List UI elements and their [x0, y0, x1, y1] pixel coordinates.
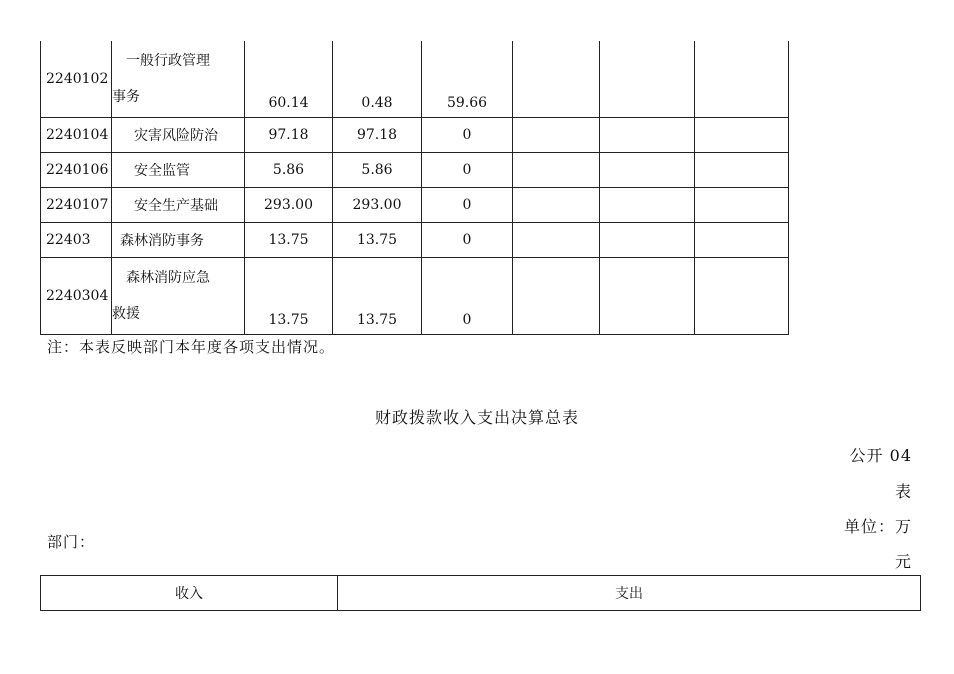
empty-cell [695, 41, 789, 118]
table-note: 注：本表反映部门本年度各项支出情况。 [47, 338, 336, 356]
basic-expense-cell: 0.48 [333, 41, 422, 118]
empty-cell [695, 258, 789, 335]
subject-name-cell [112, 258, 245, 335]
empty-cell [513, 223, 600, 258]
table-row [41, 188, 789, 223]
subject-name-cell [112, 41, 245, 118]
project-expense-cell: 0 [422, 223, 513, 258]
subject-name-line1: 森林消防应急 [126, 270, 210, 286]
subject-name-cell: 安全监管 [112, 153, 245, 188]
empty-cell [513, 258, 600, 335]
section-title: 财政拨款收入支出决算总表 [374, 408, 579, 427]
project-expense-cell: 0 [422, 188, 513, 223]
empty-cell [600, 153, 695, 188]
subject-name-line2: 事务 [112, 89, 140, 105]
project-expense-cell: 0 [422, 118, 513, 153]
basic-expense-cell: 293.00 [333, 188, 422, 223]
basic-expense-cell: 5.86 [333, 153, 422, 188]
empty-cell [600, 41, 695, 118]
empty-cell [600, 258, 695, 335]
total-cell: 5.86 [245, 153, 333, 188]
form-code-line1: 公开 04 [849, 446, 912, 465]
table-row [41, 41, 789, 118]
summary-table [40, 575, 921, 611]
subject-name-cell: 森林消防事务 [112, 223, 245, 258]
empty-cell [600, 223, 695, 258]
table-header-row [41, 576, 921, 611]
subject-name-cell: 灾害风险防治 [112, 118, 245, 153]
total-cell: 293.00 [245, 188, 333, 223]
subject-code-cell: 2240102 [41, 41, 112, 118]
total-cell: 97.18 [245, 118, 333, 153]
empty-cell [513, 188, 600, 223]
subject-code-cell: 22403 [41, 223, 112, 258]
total-cell: 60.14 [245, 41, 333, 118]
empty-cell [513, 41, 600, 118]
project-expense-cell: 0 [422, 153, 513, 188]
empty-cell [513, 118, 600, 153]
total-cell: 13.75 [245, 223, 333, 258]
expense-header: 支出 [338, 576, 921, 611]
department-label: 部门： [47, 533, 96, 551]
basic-expense-cell: 13.75 [333, 258, 422, 335]
subject-name-cell: 安全生产基础 [112, 188, 245, 223]
basic-expense-cell: 13.75 [333, 223, 422, 258]
table-row [41, 153, 789, 188]
form-code-line2: 表 [894, 482, 912, 501]
empty-cell [695, 118, 789, 153]
income-header: 收入 [41, 576, 338, 611]
subject-code-cell: 2240107 [41, 188, 112, 223]
table-row [41, 223, 789, 258]
subject-code-cell: 2240106 [41, 153, 112, 188]
project-expense-cell: 59.66 [422, 41, 513, 118]
expense-detail-table [40, 41, 789, 335]
subject-code-cell: 2240304 [41, 258, 112, 335]
unit-label-line1: 单位：万 [843, 517, 912, 536]
empty-cell [695, 188, 789, 223]
empty-cell [600, 118, 695, 153]
empty-cell [513, 153, 600, 188]
table-row [41, 118, 789, 153]
basic-expense-cell: 97.18 [333, 118, 422, 153]
subject-name-line2: 救援 [112, 306, 140, 322]
empty-cell [695, 223, 789, 258]
total-cell: 13.75 [245, 258, 333, 335]
subject-code-cell: 2240104 [41, 118, 112, 153]
empty-cell [600, 188, 695, 223]
empty-cell [695, 153, 789, 188]
subject-name-line1: 一般行政管理 [126, 53, 210, 69]
project-expense-cell: 0 [422, 258, 513, 335]
unit-label-line2: 元 [894, 552, 912, 571]
table-row [41, 258, 789, 335]
